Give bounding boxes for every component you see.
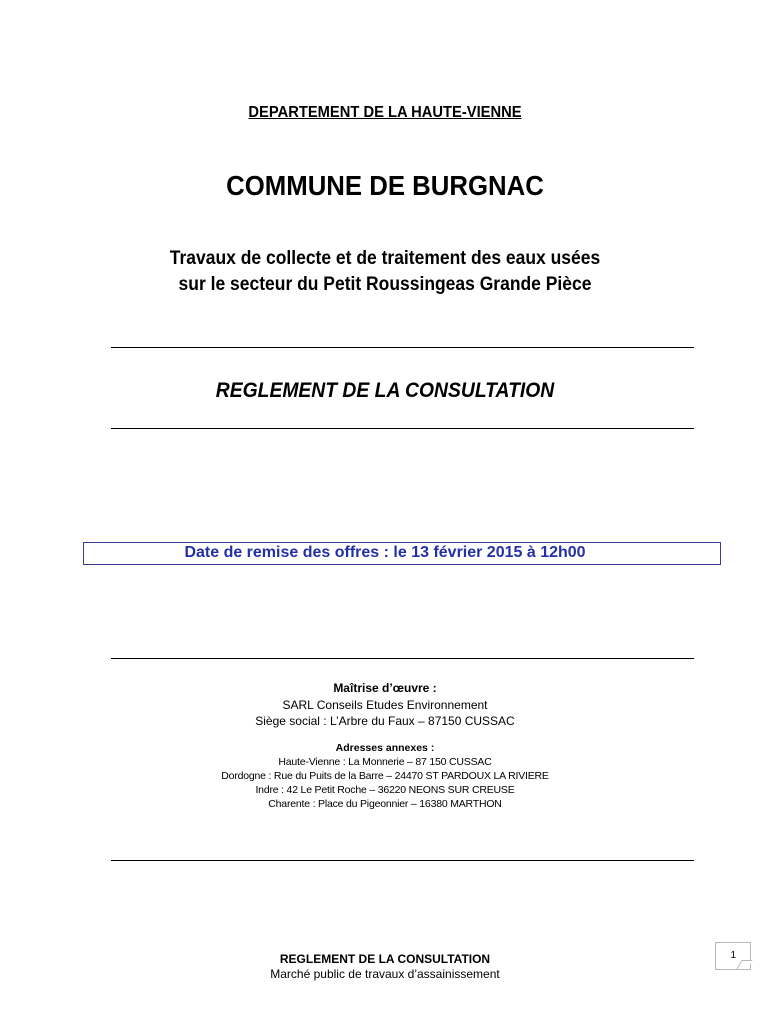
annexes-title: Adresses annexes : xyxy=(335,742,435,754)
maitrise-company: SARL Conseils Etudes Environnement xyxy=(282,698,488,712)
maitrise-title: Maîtrise d’œuvre : xyxy=(333,681,437,695)
subtitle-line-2: sur le secteur du Petit Roussingeas Grande Pièce xyxy=(178,274,592,295)
document-title: REGLEMENT DE LA CONSULTATION xyxy=(215,379,555,402)
page-number: 1 xyxy=(715,942,751,970)
footer-subtitle: Marché public de travaux d’assainissement xyxy=(270,967,500,981)
divider-top xyxy=(111,347,694,348)
footer-title: REGLEMENT DE LA CONSULTATION xyxy=(279,952,491,966)
subtitle-line-1: Travaux de collecte et de traitement des eaux usées xyxy=(169,248,601,269)
annex-address-charente: Charente : Place du Pigeonnier – 16380 MARTHON xyxy=(268,798,502,810)
annex-address-dordogne: Dordogne : Rue du Puits de la Barre – 24470 ST PARDOUX LA RIVIERE xyxy=(221,770,549,782)
project-subtitle xyxy=(31,246,739,298)
annex-address-indre: Indre : 42 Le Petit Roche – 36220 NEONS SUR CREUSE xyxy=(255,784,515,796)
maitrise-address: Siège social : L’Arbre du Faux – 87150 CUSSAC xyxy=(255,714,515,728)
commune-title: COMMUNE DE BURGNAC xyxy=(226,170,544,201)
department-heading: DEPARTEMENT DE LA HAUTE-VIENNE xyxy=(248,104,522,121)
divider-before-moe xyxy=(111,658,694,659)
deadline-text: Date de remise des offres : le 13 février 2015 à 12h00 xyxy=(184,544,586,561)
divider-bottom xyxy=(111,860,694,861)
annex-address-haute-vienne: Haute-Vienne : La Monnerie – 87 150 CUSSAC xyxy=(278,756,492,768)
divider-title-bottom xyxy=(111,428,694,429)
